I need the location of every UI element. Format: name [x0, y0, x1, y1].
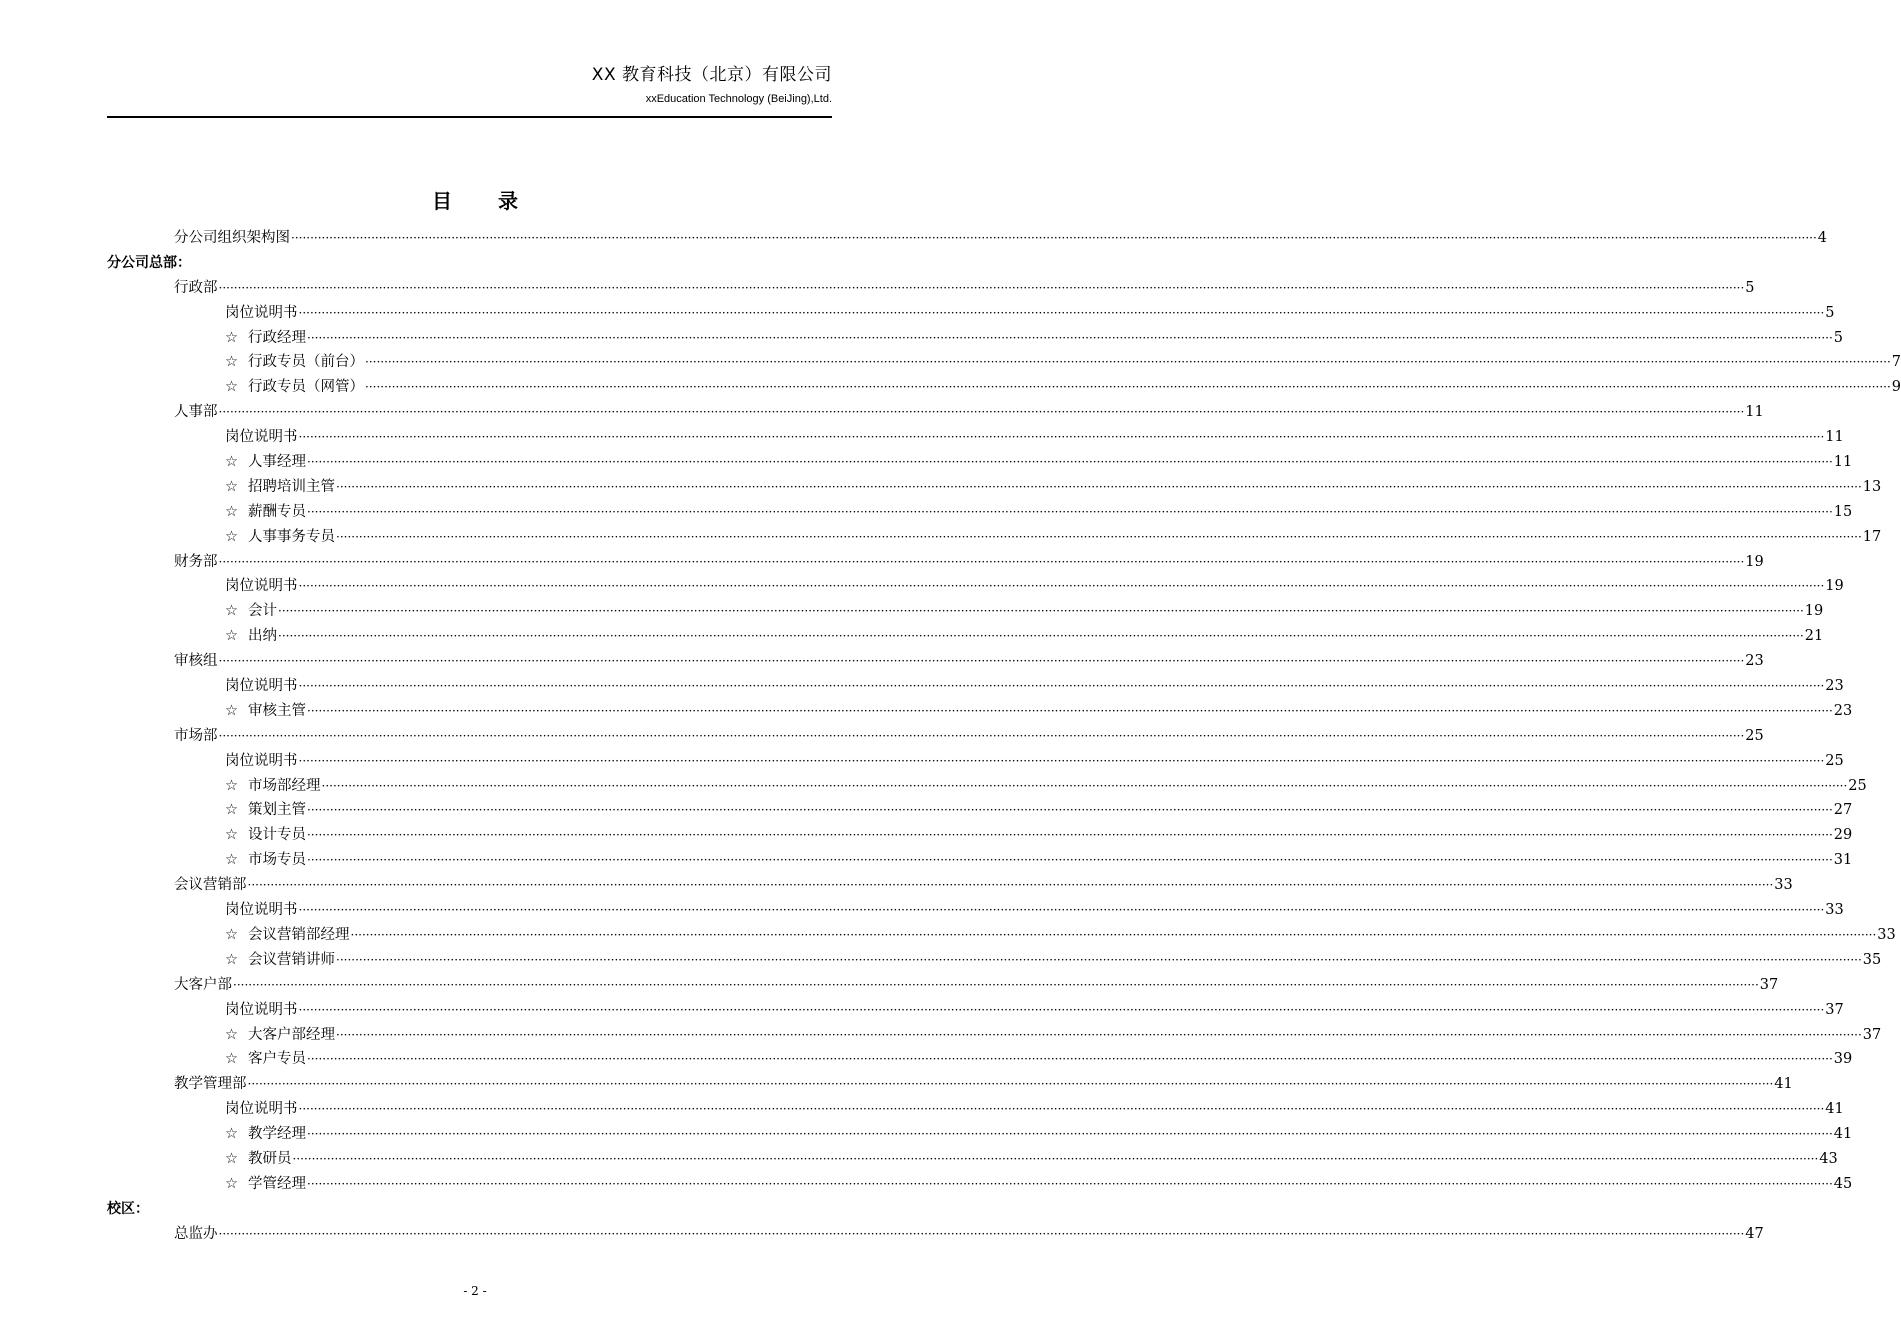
dot-leader: ················································································································································································································································································································································································································ — [307, 1127, 1833, 1142]
toc-entry-text: 策划主管 — [248, 802, 306, 819]
star-icon: ☆ — [225, 702, 238, 719]
toc-entry[interactable] — [225, 1122, 1853, 1147]
toc-page-number: 43 — [1819, 1150, 1838, 1167]
toc-row — [0, 699, 1853, 724]
toc-entry-label — [225, 898, 298, 923]
toc-page-number: 11 — [1745, 404, 1764, 421]
toc-row — [0, 1147, 1838, 1172]
toc-entry[interactable] — [225, 375, 1901, 400]
toc-page-number: 23 — [1833, 702, 1853, 719]
toc-row — [0, 923, 1896, 948]
toc-entry-text: 审核主管 — [248, 702, 306, 719]
dot-leader: ················································································································································································································································································································································································································ — [278, 604, 1804, 619]
toc-entry-text: 财务部 — [174, 553, 218, 570]
toc-row — [0, 649, 1764, 674]
dot-leader: ················································································································································································································································································································································································································ — [336, 1027, 1862, 1042]
toc-row — [0, 898, 1844, 923]
toc-row — [0, 400, 1764, 425]
toc-entry-text: 行政专员（前台） — [248, 354, 364, 371]
toc-entry-label — [174, 400, 218, 425]
dot-leader: ················································································································································································································································································································································································································ — [298, 305, 1825, 320]
star-icon: ☆ — [225, 777, 238, 794]
toc-entry[interactable] — [225, 774, 1867, 799]
toc-entry-label — [174, 1072, 247, 1097]
toc-entry-text: 学管经理 — [248, 1175, 306, 1192]
toc-section-row — [0, 251, 950, 276]
star-icon: ☆ — [225, 1126, 238, 1143]
dot-leader: ················································································································································································································································································································································································································ — [218, 654, 1745, 669]
toc-entry[interactable] — [225, 301, 1835, 326]
toc-entry-label — [225, 326, 306, 351]
toc-entry-label — [225, 923, 350, 948]
toc-entry[interactable] — [225, 823, 1853, 848]
toc-row — [0, 550, 1764, 575]
toc-row — [0, 226, 1828, 251]
toc-title-char: 录 — [498, 189, 518, 213]
toc-entry-text: 教研员 — [248, 1150, 292, 1167]
toc-entry[interactable] — [174, 873, 1793, 898]
toc-page-number: 19 — [1804, 603, 1824, 620]
dot-leader: ················································································································································································································································································································································································································ — [291, 231, 1817, 245]
toc-entry[interactable] — [225, 350, 1901, 375]
toc-entry-text: 分公司组织架构图 — [174, 230, 290, 246]
toc-entry-label — [225, 798, 306, 823]
toc-row — [0, 276, 1755, 301]
dot-leader: ················································································································································································································································································································································································································ — [233, 977, 1759, 992]
toc-entry-text: 行政专员（网管） — [248, 379, 364, 396]
toc-row — [0, 774, 1867, 799]
toc-entry[interactable] — [174, 226, 1828, 251]
dot-leader: ················································································································································································································································································································································································································ — [218, 1226, 1745, 1241]
toc-page-number: 37 — [1862, 1026, 1882, 1043]
dot-leader: ················································································································································································································································································································································································································ — [336, 952, 1862, 967]
toc-entry[interactable] — [225, 699, 1853, 724]
toc-entry-text: 会计 — [248, 603, 277, 620]
toc-entry[interactable] — [225, 624, 1824, 649]
toc-entry-text: 岗位说明书 — [225, 752, 298, 769]
toc-page-number: 13 — [1862, 478, 1882, 495]
star-icon: ☆ — [225, 1026, 238, 1043]
toc-entry-label — [225, 599, 277, 624]
toc-entry-text: 审核组 — [174, 653, 218, 670]
toc-entry-label — [225, 500, 306, 525]
toc-entry-label — [225, 301, 298, 326]
dot-leader: ················································································································································································································································································································································································································ — [298, 430, 1825, 445]
toc-page-number: 21 — [1804, 628, 1824, 645]
star-icon: ☆ — [225, 1150, 238, 1167]
toc-entry[interactable] — [225, 848, 1853, 873]
star-icon: ☆ — [225, 951, 238, 968]
star-icon: ☆ — [225, 1175, 238, 1192]
toc-entry-label — [225, 475, 335, 500]
toc-entry-label — [225, 1047, 306, 1072]
toc-page-number: 41 — [1825, 1101, 1844, 1118]
toc-entry-text: 人事事务专员 — [248, 528, 335, 545]
toc-entry[interactable] — [174, 1072, 1793, 1097]
toc-entry-text: 大客户部 — [174, 976, 232, 993]
toc-entry-label — [225, 425, 298, 450]
toc-page-number: 41 — [1833, 1126, 1853, 1143]
toc-entry-text: 客户专员 — [248, 1051, 306, 1068]
toc-entry-text: 岗位说明书 — [225, 1001, 298, 1018]
toc-entry[interactable] — [225, 923, 1896, 948]
dot-leader: ················································································································································································································································································································································································································ — [307, 455, 1833, 470]
toc-entry-label — [225, 774, 321, 799]
toc-entry-text: 行政部 — [174, 279, 218, 296]
toc-page-number: 5 — [1745, 279, 1755, 296]
toc-entry[interactable] — [225, 525, 1882, 550]
star-icon: ☆ — [225, 628, 238, 645]
toc-entry-label — [225, 525, 335, 550]
star-icon: ☆ — [225, 454, 238, 471]
dot-leader: ················································································································································································································································································································································································································ — [365, 380, 1891, 395]
dot-leader: ················································································································································································································································································································································································································ — [307, 1176, 1833, 1191]
toc-entry[interactable] — [225, 1172, 1853, 1197]
toc-row — [0, 326, 1844, 351]
toc-page-number: 9 — [1891, 379, 1901, 396]
toc-page-number: 47 — [1745, 1225, 1764, 1242]
toc-entry-label — [225, 674, 298, 699]
star-icon: ☆ — [225, 1051, 238, 1068]
toc-page-number: 35 — [1862, 951, 1882, 968]
dot-leader: ················································································································································································································································································································································································································ — [298, 579, 1825, 594]
toc-page-number: 25 — [1745, 727, 1764, 744]
toc-entry[interactable] — [225, 674, 1844, 699]
toc-row — [0, 724, 1764, 749]
toc-row — [0, 500, 1853, 525]
toc-entry[interactable] — [225, 1097, 1844, 1122]
toc-row — [0, 749, 1844, 774]
toc-entry[interactable] — [225, 798, 1853, 823]
toc-entry[interactable] — [225, 749, 1844, 774]
dot-leader: ················································································································································································································································································································································································································ — [218, 554, 1745, 569]
toc-row — [0, 425, 1844, 450]
toc-entry-label — [225, 1147, 292, 1172]
star-icon: ☆ — [225, 503, 238, 520]
toc-row — [0, 475, 1882, 500]
toc-entry-label — [225, 624, 277, 649]
toc-entry-text: 市场部经理 — [248, 777, 321, 794]
dot-leader: ················································································································································································································································································································································································································ — [247, 1077, 1774, 1092]
toc-entry-label — [225, 574, 298, 599]
dot-leader: ················································································································································································································································································································································································································ — [218, 280, 1745, 295]
toc-page-number: 17 — [1862, 528, 1882, 545]
toc-page-number: 33 — [1774, 877, 1793, 894]
toc-entry-label — [174, 1222, 218, 1247]
dot-leader: ················································································································································································································································································································································································································ — [298, 753, 1825, 768]
toc-entry-text: 教学经理 — [248, 1126, 306, 1143]
toc-entry-label — [174, 724, 218, 749]
toc-entry-text: 出纳 — [248, 628, 277, 645]
toc-row — [0, 1072, 1793, 1097]
dot-leader: ················································································································································································································································································································································································································ — [307, 504, 1833, 519]
dot-leader: ················································································································································································································································································································································································································ — [307, 853, 1833, 868]
toc-row — [0, 823, 1853, 848]
toc-row — [0, 350, 1901, 375]
toc-row — [0, 674, 1844, 699]
toc-entry[interactable] — [225, 998, 1844, 1023]
toc-entry[interactable] — [174, 1222, 1764, 1247]
toc-entry[interactable] — [225, 500, 1853, 525]
toc-row — [0, 998, 1844, 1023]
toc-entry[interactable] — [174, 649, 1764, 674]
toc-entry-text: 岗位说明书 — [225, 902, 298, 919]
toc-entry-text: 市场专员 — [248, 852, 306, 869]
toc-entry-text: 大客户部经理 — [248, 1026, 335, 1043]
toc-row — [0, 301, 1835, 326]
toc-entry-label — [174, 973, 232, 998]
dot-leader: ················································································································································································································································································································································································································ — [298, 1002, 1825, 1017]
star-icon: ☆ — [225, 379, 238, 396]
toc-entry-label — [225, 1023, 335, 1048]
toc-entry-text: 人事经理 — [248, 454, 306, 471]
toc-entry[interactable] — [225, 425, 1844, 450]
toc-entry[interactable] — [225, 450, 1853, 475]
star-icon: ☆ — [225, 802, 238, 819]
dot-leader: ················································································································································································································································································································································································································ — [365, 355, 1891, 370]
dot-leader: ················································································································································································································································································································································································································ — [218, 405, 1745, 420]
toc-section-heading: 校区： — [107, 1200, 149, 1217]
toc-entry-text: 教学管理部 — [174, 1076, 247, 1093]
toc-entry[interactable] — [225, 599, 1824, 624]
toc-page-number: 11 — [1825, 429, 1844, 446]
toc-entry-text: 会议营销部 — [174, 877, 247, 894]
toc-section-heading: 分公司总部： — [107, 254, 191, 271]
toc-page-number: 5 — [1833, 329, 1844, 346]
toc-row — [0, 1122, 1853, 1147]
dot-leader: ················································································································································································································································································································································································································ — [307, 330, 1833, 345]
toc-entry[interactable] — [225, 475, 1882, 500]
toc-entry[interactable] — [225, 898, 1844, 923]
toc-entry-text: 岗位说明书 — [225, 678, 298, 695]
toc-row — [0, 450, 1853, 475]
toc-entry-text: 行政经理 — [248, 329, 306, 346]
toc-entry-text: 总监办 — [174, 1225, 218, 1242]
company-name-en: xxEducation Technology (BeiJing),Ltd. — [645, 93, 832, 105]
toc-entry-label — [225, 375, 364, 400]
dot-leader: ················································································································································································································································································································································································································ — [336, 479, 1862, 494]
toc-row — [0, 973, 1779, 998]
toc-entry-label — [225, 699, 306, 724]
star-icon: ☆ — [225, 354, 238, 371]
dot-leader: ················································································································································································································································································································································································································ — [278, 629, 1804, 644]
toc-entry-label — [225, 1172, 306, 1197]
dot-leader: ················································································································································································································································································································································································································ — [298, 679, 1825, 694]
toc-entry-label — [225, 848, 306, 873]
toc-entry[interactable] — [174, 400, 1764, 425]
toc-entry-text: 会议营销部经理 — [248, 926, 350, 943]
toc-row — [0, 873, 1793, 898]
dot-leader: ················································································································································································································································································································································································································ — [292, 1151, 1819, 1166]
toc-row — [0, 375, 1901, 400]
star-icon: ☆ — [225, 478, 238, 495]
toc-row — [0, 574, 1844, 599]
page-number: - 2 - — [463, 1284, 487, 1298]
toc-page-number: 5 — [1825, 304, 1835, 321]
dot-leader: ················································································································································································································································································································································································································ — [307, 703, 1833, 718]
page-header — [107, 60, 832, 105]
toc-entry[interactable] — [225, 1023, 1882, 1048]
toc-entry-label — [225, 350, 364, 375]
toc-entry-label — [174, 226, 290, 251]
toc-entry-label — [174, 649, 218, 674]
star-icon: ☆ — [225, 926, 238, 943]
toc-page-number: 25 — [1825, 752, 1844, 769]
toc-entry-text: 岗位说明书 — [225, 304, 298, 321]
toc-row — [0, 1222, 1764, 1247]
toc-entry-label — [225, 948, 335, 973]
toc-row — [0, 599, 1824, 624]
toc-page-number: 37 — [1825, 1001, 1844, 1018]
toc-row — [0, 624, 1824, 649]
toc-entry-text: 岗位说明书 — [225, 1101, 298, 1118]
toc-page-number: 33 — [1825, 902, 1844, 919]
toc-entry[interactable] — [225, 326, 1844, 351]
toc-row — [0, 948, 1882, 973]
toc-page-number: 45 — [1833, 1175, 1853, 1192]
toc-page-number: 11 — [1833, 454, 1853, 471]
toc-entry[interactable] — [225, 1047, 1853, 1072]
toc-entry-label — [174, 276, 218, 301]
toc-page-number: 29 — [1833, 827, 1853, 844]
toc-entry-text: 招聘培训主管 — [248, 478, 335, 495]
dot-leader: ················································································································································································································································································································································································································ — [336, 529, 1862, 544]
toc-entry[interactable] — [225, 1147, 1838, 1172]
toc-entry[interactable] — [225, 948, 1882, 973]
toc-entry[interactable] — [174, 724, 1764, 749]
toc-entry[interactable] — [174, 276, 1755, 301]
star-icon: ☆ — [225, 528, 238, 545]
toc-title — [0, 185, 950, 214]
toc-page-number: 7 — [1891, 354, 1901, 371]
toc-entry[interactable] — [174, 550, 1764, 575]
toc-entry-label — [225, 1097, 298, 1122]
toc-page-number: 41 — [1774, 1076, 1793, 1093]
toc-entry-label — [225, 749, 298, 774]
dot-leader: ················································································································································································································································································································································································································ — [247, 878, 1774, 893]
toc-row — [0, 1047, 1853, 1072]
toc-entry-text: 市场部 — [174, 727, 218, 744]
toc-entry-label — [225, 823, 306, 848]
toc-entry[interactable] — [174, 973, 1779, 998]
toc-page-number: 4 — [1817, 230, 1828, 246]
toc-page-number: 15 — [1833, 503, 1853, 520]
toc-row — [0, 848, 1853, 873]
toc-page-number: 23 — [1825, 678, 1844, 695]
star-icon: ☆ — [225, 603, 238, 620]
toc-entry-label — [225, 1122, 306, 1147]
toc-entry-text: 设计专员 — [248, 827, 306, 844]
star-icon: ☆ — [225, 827, 238, 844]
toc-entry-label — [174, 550, 218, 575]
toc-page-number: 39 — [1833, 1051, 1853, 1068]
toc-page-number: 27 — [1833, 802, 1853, 819]
toc-entry-text: 人事部 — [174, 404, 218, 421]
dot-leader: ················································································································································································································································································································································································································ — [321, 778, 1848, 793]
toc-page-number: 37 — [1759, 976, 1779, 993]
table-of-contents — [0, 226, 1901, 1247]
toc-row — [0, 798, 1853, 823]
dot-leader: ················································································································································································································································································································································································································ — [350, 927, 1877, 942]
company-name-cn: XX 教育科技（北京）有限公司 — [591, 65, 832, 85]
toc-entry[interactable] — [225, 574, 1844, 599]
dot-leader: ················································································································································································································································································································································································································ — [218, 728, 1745, 743]
dot-leader: ················································································································································································································································································································································································································ — [298, 903, 1825, 918]
toc-row — [0, 1023, 1882, 1048]
toc-entry-text: 会议营销讲师 — [248, 951, 335, 968]
toc-page-number: 19 — [1745, 553, 1764, 570]
toc-title-char: 目 — [432, 189, 452, 213]
toc-page-number: 31 — [1833, 852, 1853, 869]
toc-entry-label — [225, 998, 298, 1023]
toc-row — [0, 525, 1882, 550]
toc-page-number: 23 — [1745, 653, 1764, 670]
toc-entry-label — [174, 873, 247, 898]
toc-entry-text: 岗位说明书 — [225, 429, 298, 446]
toc-row — [0, 1097, 1844, 1122]
header-divider — [107, 116, 832, 118]
star-icon: ☆ — [225, 852, 238, 869]
toc-entry-label — [225, 450, 306, 475]
toc-entry-text: 薪酬专员 — [248, 503, 306, 520]
toc-page-number: 19 — [1825, 578, 1844, 595]
star-icon: ☆ — [225, 329, 238, 346]
toc-row — [0, 1172, 1853, 1197]
toc-section-row — [0, 1197, 950, 1222]
dot-leader: ················································································································································································································································································································································································································ — [307, 828, 1833, 843]
toc-entry-text: 岗位说明书 — [225, 578, 298, 595]
dot-leader: ················································································································································································································································································································································································································ — [298, 1102, 1825, 1117]
dot-leader: ················································································································································································································································································································································································································ — [307, 1052, 1833, 1067]
dot-leader: ················································································································································································································································································································································································································ — [307, 803, 1833, 818]
toc-page-number: 33 — [1877, 926, 1896, 943]
toc-page-number: 25 — [1848, 777, 1867, 794]
